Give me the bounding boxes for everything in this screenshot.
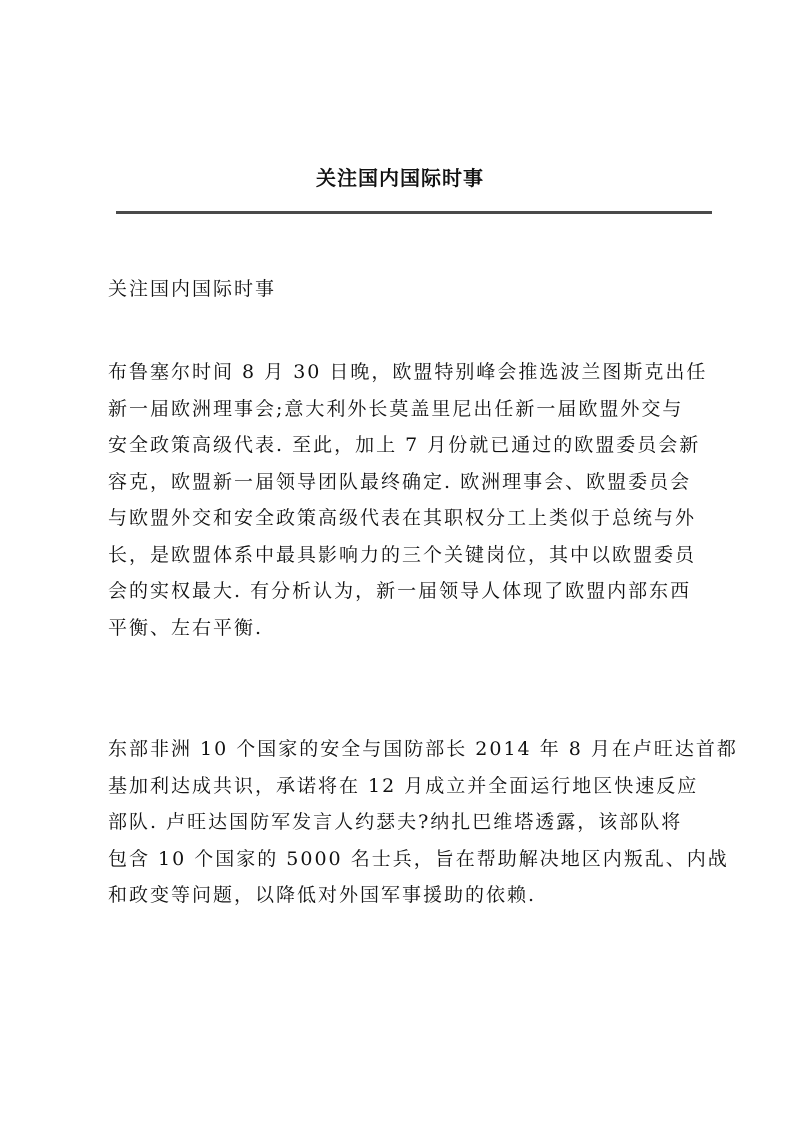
paragraph-line: 新一届欧洲理事会;意大利外长莫盖里尼出任新一届欧盟外交与 <box>108 397 684 420</box>
paragraph-line: 基加利达成共识，承诺将在 12 月成立并全面运行地区快速反应 <box>108 774 699 797</box>
paragraph-line: 东部非洲 10 个国家的安全与国防部长 2014 年 8 月在卢旺达首都 <box>108 738 738 760</box>
paragraph-line: 会的实权最大. 有分析认为，新一届领导人体现了欧盟内部东西 <box>108 580 692 602</box>
paragraph-1 <box>108 354 720 646</box>
paragraph-2 <box>108 731 738 914</box>
paragraph-line: 长，是欧盟体系中最具影响力的三个关键岗位，其中以欧盟委员 <box>108 543 697 566</box>
paragraph-line: 与欧盟外交和安全政策高级代表在其职权分工上类似于总统与外 <box>108 507 697 529</box>
paragraph-line: 容克，欧盟新一届领导团队最终确定. 欧洲理事会、欧盟委员会 <box>108 470 692 493</box>
paragraph-line: 和政变等问题，以降低对外国军事援助的依赖. <box>108 884 537 906</box>
paragraph-line: 安全政策高级代表. 至此，加上 7 月份就已通过的欧盟委员会新 <box>108 434 701 456</box>
paragraph-line: 包含 10 个国家的 5000 名士兵，旨在帮助解决地区内叛乱、内战 <box>108 847 729 870</box>
paragraph-line: 平衡、左右平衡. <box>108 616 264 639</box>
paragraph-line: 布鲁塞尔时间 8 月 30 日晚，欧盟特别峰会推选波兰图斯克出任 <box>108 361 708 383</box>
article-subtitle: 关注国内国际时事 <box>108 278 277 300</box>
paragraph-line: 部队. 卢旺达国防军发言人约瑟夫?纳扎巴维塔透露，该部队将 <box>108 811 683 833</box>
header-divider <box>116 211 712 214</box>
page-header-title: 关注国内国际时事 <box>316 166 484 190</box>
